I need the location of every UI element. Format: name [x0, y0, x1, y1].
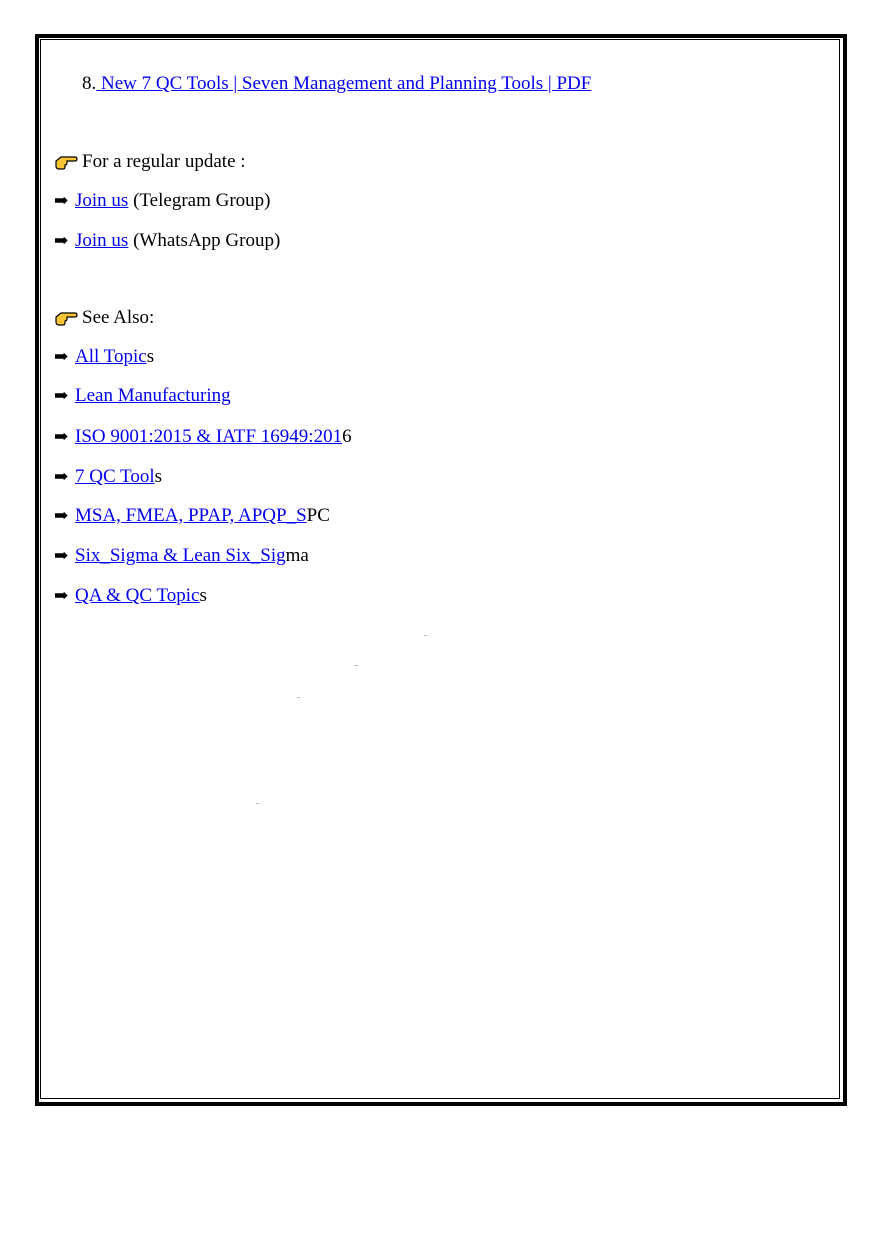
list-item-suffix: PC: [306, 505, 330, 526]
qa-qc-topics-link[interactable]: QA & QC Topic: [75, 585, 200, 606]
list-item: [54, 584, 207, 608]
list-item: [54, 189, 271, 213]
arrow-right-icon: ➡: [54, 546, 69, 565]
pointing-hand-icon: [54, 152, 82, 177]
qc-tools-link[interactable]: 7 QC Tool: [75, 466, 155, 487]
speck: [256, 803, 259, 804]
pointing-hand-icon: [54, 308, 82, 333]
arrow-right-icon: ➡: [54, 586, 69, 605]
arrow-right-icon: ➡: [54, 427, 69, 446]
item-8-number: 8.: [82, 73, 97, 94]
list-item: [54, 229, 280, 253]
list-item: [54, 345, 154, 369]
list-item-suffix: s: [154, 466, 163, 487]
list-item-suffix: (Telegram Group): [128, 190, 271, 211]
list-item-suffix: ma: [285, 545, 309, 566]
speck: [424, 635, 427, 636]
see-also-heading-text: See Also:: [82, 307, 155, 328]
msa-fmea-link[interactable]: MSA, FMEA, PPAP, APQP_S: [75, 505, 307, 526]
item-8: [82, 72, 591, 96]
list-item: [54, 384, 231, 408]
six-sigma-link[interactable]: Six_Sigma & Lean Six_Sig: [75, 545, 286, 566]
iso-iatf-link[interactable]: ISO 9001:2015 & IATF 16949:201: [75, 426, 343, 447]
list-item-suffix: s: [199, 585, 207, 606]
join-whatsapp-link[interactable]: Join us: [75, 230, 129, 251]
arrow-right-icon: ➡: [54, 467, 69, 486]
list-item-suffix: (WhatsApp Group): [128, 230, 281, 251]
arrow-right-icon: ➡: [54, 347, 69, 366]
speck: [297, 697, 300, 698]
regular-update-heading: [54, 150, 246, 177]
list-item: [54, 465, 162, 489]
arrow-right-icon: ➡: [54, 386, 69, 405]
regular-update-heading-text: For a regular update :: [82, 151, 246, 172]
speck: [355, 665, 358, 666]
list-item: [54, 544, 309, 568]
item-8-link[interactable]: New 7 QC Tools | Seven Management and Planning Tools | PDF: [96, 73, 592, 94]
join-telegram-link[interactable]: Join us: [75, 190, 129, 211]
lean-manufacturing-link[interactable]: Lean Manufacturing: [75, 385, 231, 406]
arrow-right-icon: ➡: [54, 231, 69, 250]
all-topics-link[interactable]: All Topic: [75, 346, 147, 367]
list-item-suffix: 6: [342, 426, 352, 447]
list-item-suffix: s: [146, 346, 155, 367]
list-item: [54, 425, 352, 449]
list-item: [54, 504, 330, 528]
arrow-right-icon: ➡: [54, 506, 69, 525]
arrow-right-icon: ➡: [54, 191, 69, 210]
see-also-heading: [54, 306, 154, 333]
